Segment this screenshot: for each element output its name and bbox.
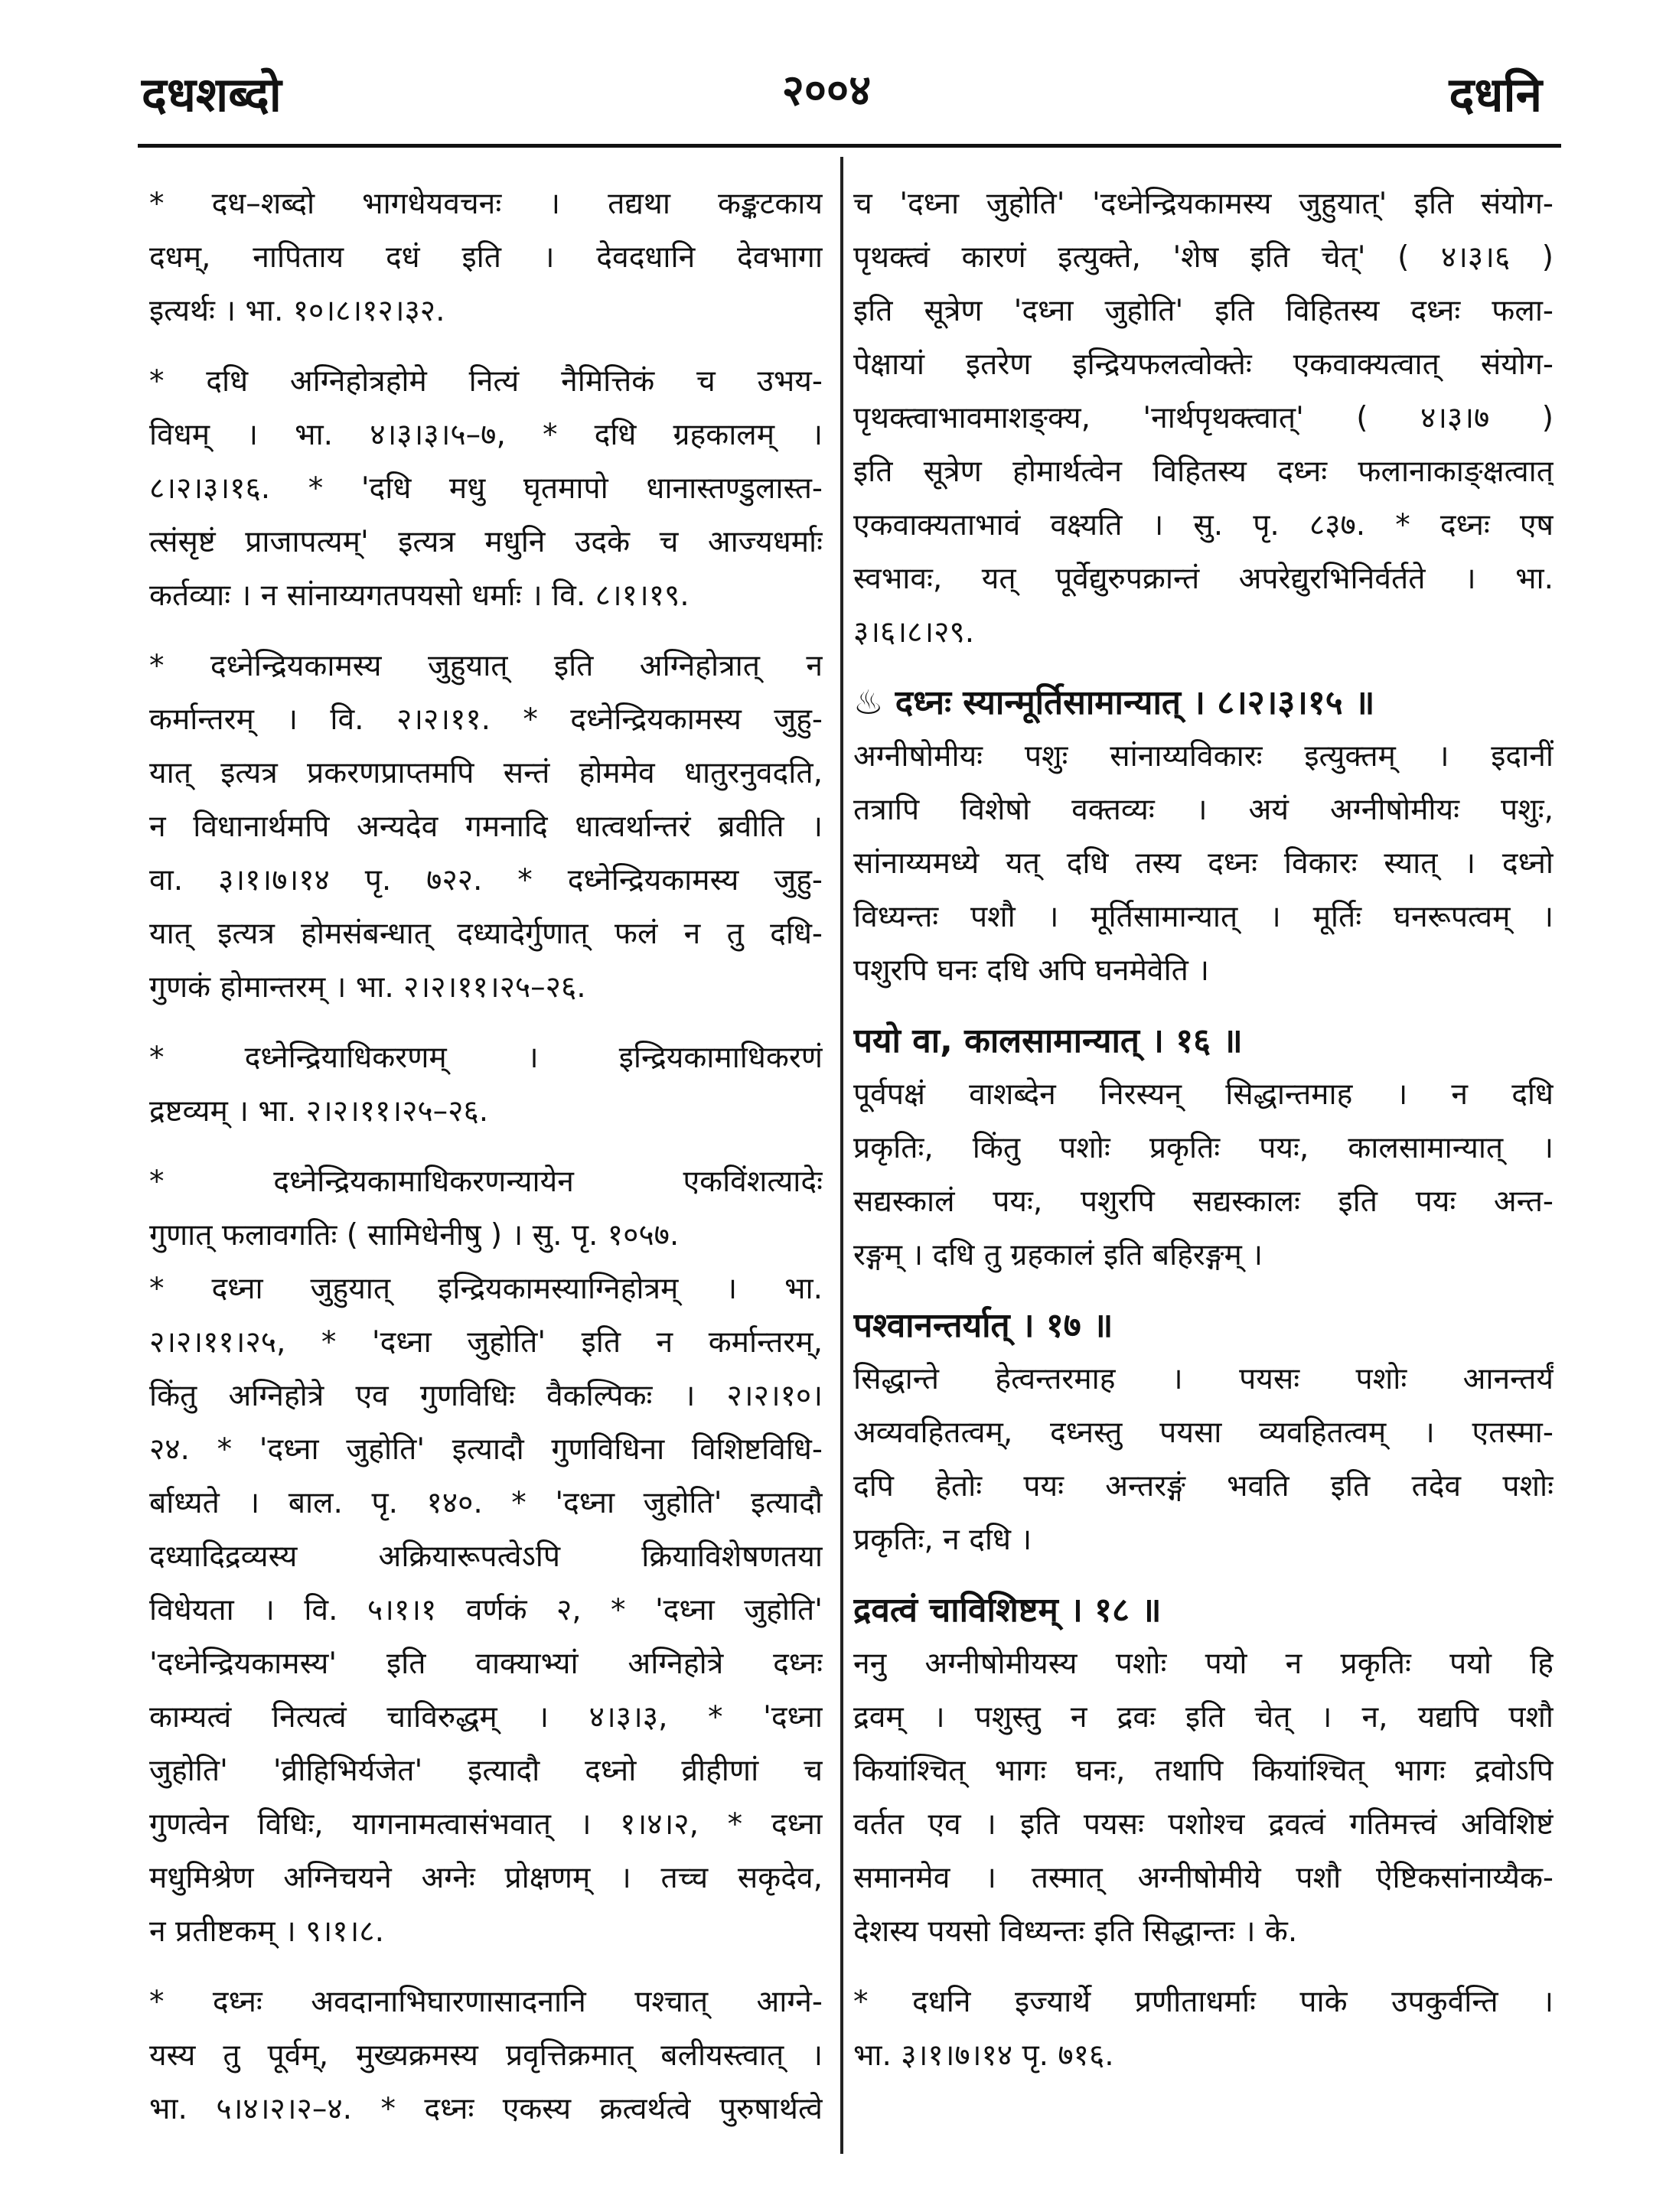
text-line: यात् इत्यत्र प्रकरणप्राप्तमपि सन्तं होममेव धातुरनुवदति, [149, 756, 823, 790]
text-line: * दध–शब्दो भागधेयवचनः । तद्यथा कङ्कटकाय [149, 187, 823, 221]
text-line: यस्य तु पूर्वम्, मुख्यक्रमस्य प्रवृत्तिक्रमात् बलीयस्त्वात् । [149, 2038, 823, 2073]
text-line: ८।२।३।१६. * 'दधि मधु घृतमापो धानास्तण्डुलास्त- [149, 471, 823, 506]
text-line: जुहोति' 'व्रीहिभिर्यजेत' इत्यादौ दध्नो व्रीहीणां च [149, 1754, 823, 1788]
text-line: त्संसृष्टं प्राजापत्यम्' इत्यत्र मधुनि उदके च आज्यधर्माः [149, 525, 823, 559]
text-line: कियांश्चित् भागः घनः, तथापि कियांश्चित् भागः द्रवोऽपि [853, 1754, 1554, 1788]
header-left-word: दधशब्दो [142, 67, 282, 122]
text-line: इति सूत्रेण 'दध्ना जुहोति' इति विहितस्य दध्नः फला- [853, 294, 1554, 328]
text-line: ♨ दध्नः स्यान्मूर्तिसामान्यात् । ८।२।३।१५ ॥ [853, 683, 1375, 722]
column-divider [840, 157, 843, 2154]
text-line: न प्रतीष्टकम् । ९।१।८. [149, 1914, 384, 1949]
text-line: समानमेव । तस्मात् अग्नीषोमीये पशौ ऐष्टिकसांनाय्यैक- [853, 1861, 1554, 1895]
text-line: गुणत्वेन विधिः, यागनामत्वासंभवात् । १।४।२, * दध्ना [149, 1807, 823, 1842]
right-column [853, 161, 1554, 2083]
text-line: प्रकृतिः, न दधि । [853, 1523, 1032, 1557]
text-line: इति सूत्रेण होमार्थत्वेन विहितस्य दध्नः फलानाकाङ्क्षत्वात् [853, 454, 1554, 489]
text-line: द्रवत्वं चाविशिष्टम् । १८ ॥ [853, 1591, 1162, 1630]
text-line: पेक्षायां इतरेण इन्द्रियफलत्वोक्तेः एकवाक्यत्वात् संयोग- [853, 347, 1554, 382]
text-line: किंतु अग्निहोत्रे एव गुणविधिः वैकल्पिकः । २।२।१०। [149, 1379, 823, 1413]
text-line: विधेयता । वि. ५।१।१ वर्णकं २, * 'दध्ना जुहोति' [149, 1593, 823, 1627]
text-line: * दध्नेन्द्रियकामस्य जुहुयात् इति अग्निहोत्रात् न [149, 649, 823, 683]
text-line: द्रष्टव्यम् । भा. २।२।११।२५–२६. [149, 1094, 489, 1129]
text-line: मधुमिश्रेण अग्निचयने अग्नेः प्रोक्षणम् । तच्च सकृदेव, [149, 1861, 823, 1895]
text-line: सिद्धान्ते हेत्वन्तरमाह । पयसः पशोः आनन्तर्यं [853, 1362, 1554, 1396]
text-line: * दधनि इज्यार्थे प्रणीताधर्माः पाके उपकुर्वन्ति । [853, 1985, 1554, 2019]
text-line: वा. ३।१।७।१४ पृ. ७२२. * दध्नेन्द्रियकामस्य जुहु- [149, 863, 823, 898]
text-line: * दध्नेन्द्रियकामाधिकरणन्यायेन एकविंशत्यादेः [149, 1165, 823, 1199]
text-line: पृथक्त्वाभावमाशङ्क्य, 'नार्थपृथक्त्वात्' ( ४।३।७ ) [853, 401, 1554, 435]
text-line: यात् इत्यत्र होमसंबन्धात् दध्यादेर्गुणात् फलं न तु दधि- [149, 917, 823, 951]
text-line: पशुरपि घनः दधि अपि घनमेवेति । [853, 953, 1210, 988]
text-line: 'दध्नेन्द्रियकामस्य' इति वाक्याभ्यां अग्निहोत्रे दध्नः [149, 1647, 823, 1681]
page-header [0, 0, 1653, 153]
text-line: पृथक्त्वं कारणं इत्युक्ते, 'शेष इति चेत्' ( ४।३।६ ) [853, 240, 1554, 275]
text-line: काम्यत्वं नित्यत्वं चाविरुद्धम् । ४।३।३, * 'दध्ना [149, 1700, 823, 1735]
text-line: दध्यादिद्रव्यस्य अक्रियारूपत्वेऽपि क्रियाविशेषणतया [149, 1539, 823, 1574]
text-line: पयो वा, कालसामान्यात् । १६ ॥ [853, 1021, 1243, 1060]
text-line: स्वभावः, यत् पूर्वेद्युरुपक्रान्तं अपरेद्युरभिनिर्वर्तते । भा. [853, 562, 1554, 596]
text-line: २४. * 'दध्ना जुहोति' इत्यादौ गुणविधिना विशिष्टविधि- [149, 1432, 823, 1467]
text-line: दधम्, नापिताय दधं इति । देवदधानि देवभागा [149, 240, 823, 275]
text-line: इत्यर्थः । भा. १०।८।१२।३२. [149, 294, 445, 328]
header-rule [138, 144, 1561, 148]
text-line: न विधानार्थमपि अन्यदेव गमनादि धात्वर्थान्तरं ब्रवीति । [149, 810, 823, 844]
text-line: भा. ३।१।७।१४ पृ. ७१६. [853, 2038, 1114, 2073]
text-line: गुणात् फलावगतिः ( सामिधेनीषु ) । सु. पृ. १०५७. [149, 1218, 680, 1253]
header-right-word: दधनि [1449, 67, 1542, 122]
text-line: अव्यवहितत्वम्, दध्नस्तु पयसा व्यवहितत्वम् । एतस्मा- [853, 1415, 1554, 1450]
text-line: २।२।११।२५, * 'दध्ना जुहोति' इति न कर्मान्तरम्, [149, 1325, 823, 1360]
text-line: ३।६।८।२९. [853, 615, 975, 650]
text-line: गुणकं होमान्तरम् । भा. २।२।११।२५–२६. [149, 970, 586, 1005]
text-line: * दध्नः अवदानाभिघारणासादनानि पश्चात् आग्ने- [149, 1985, 823, 2019]
text-line: विधम् । भा. ४।३।३।५–७, * दधि ग्रहकालम् । [149, 418, 823, 452]
text-line: र्बाध्यते । बाल. पृ. १४०. * 'दध्ना जुहोति' इत्यादौ [149, 1486, 823, 1520]
text-line: रङ्गम् । दधि तु ग्रहकालं इति बहिरङ्गम् । [853, 1238, 1263, 1272]
text-line: अग्नीषोमीयः पशुः सांनाय्यविकारः इत्युक्तम् । इदानीं [853, 739, 1554, 774]
text-line: दपि हेतोः पयः अन्तरङ्गं भवति इति तदेव पशोः [853, 1469, 1554, 1503]
text-line: तत्रापि विशेषो वक्तव्यः । अयं अग्नीषोमीयः पशुः, [853, 793, 1554, 827]
text-line: भा. ५।४।२।२–४. * दध्नः एकस्य क्रत्वर्थत्वे पुरुषार्थत्वे [149, 2092, 823, 2126]
text-line: विध्यन्तः पशौ । मूर्तिसामान्यात् । मूर्तिः घनरूपत्वम् । [853, 900, 1554, 934]
page-number: २००४ [781, 66, 872, 116]
text-line: द्रवम् । पशुस्तु न द्रवः इति चेत् । न, यद्यपि पशौ [853, 1700, 1554, 1735]
text-line: सद्यस्कालं पयः, पशुरपि सद्यस्कालः इति पयः अन्त- [853, 1184, 1554, 1219]
text-line: प्रकृतिः, किंतु पशोः प्रकृतिः पयः, कालसामान्यात् । [853, 1131, 1554, 1165]
text-line: वर्तत एव । इति पयसः पशोश्च द्रवत्वं गतिमत्त्वं अविशिष्टं [853, 1807, 1554, 1842]
text-line: * दधि अग्निहोत्रहोमे नित्यं नैमित्तिकं च उभय- [149, 364, 823, 399]
text-line: * दध्नेन्द्रियाधिकरणम् । इन्द्रियकामाधिकरणं [149, 1041, 823, 1075]
text-line: ननु अग्नीषोमीयस्य पशोः पयो न प्रकृतिः पयो हि [853, 1647, 1554, 1681]
text-line: सांनाय्यमध्ये यत् दधि तस्य दध्नः विकारः स्यात् । दध्नो [853, 846, 1554, 881]
text-line: * दध्ना जुहुयात् इन्द्रियकामस्याग्निहोत्रम् । भा. [149, 1272, 823, 1306]
text-line: एकवाक्यताभावं वक्ष्यति । सु. पृ. ८३७. * दध्नः एष [853, 508, 1554, 542]
text-line: देशस्य पयसो विध्यन्तः इति सिद्धान्तः । के. [853, 1914, 1298, 1949]
text-line: कर्तव्याः । न सांनाय्यगतपयसो धर्माः । वि. ८।१।१९. [149, 578, 690, 613]
text-line: कर्मान्तरम् । वि. २।२।११. * दध्नेन्द्रियकामस्य जुहु- [149, 702, 823, 737]
left-column [149, 161, 823, 2136]
text-line: च 'दध्ना जुहोति' 'दध्नेन्द्रियकामस्य जुहुयात्' इति संयोग- [853, 187, 1554, 221]
text-line: पूर्वपक्षं वाशब्देन निरस्यन् सिद्धान्तमाह । न दधि [853, 1077, 1554, 1112]
text-line: पश्वानन्तर्यात् । १७ ॥ [853, 1306, 1113, 1345]
